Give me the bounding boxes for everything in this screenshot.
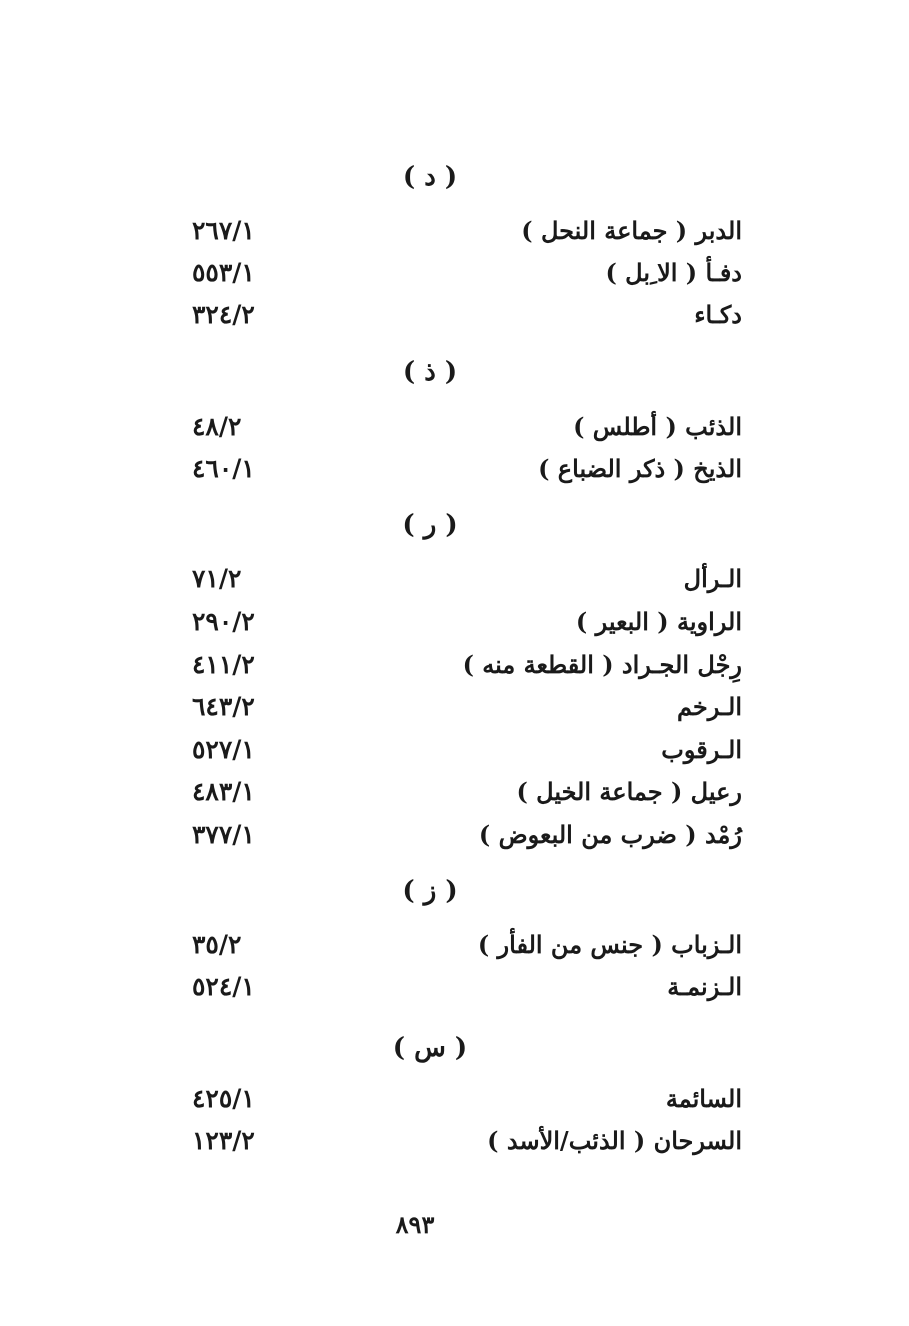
list-item <box>180 602 742 642</box>
section-heading-dal: ( د ) <box>402 162 458 192</box>
entry-reference: ٣٧٧/١ <box>192 820 255 849</box>
entry-reference: ٧١/٢ <box>192 564 242 593</box>
list-item <box>180 687 742 727</box>
list-item <box>180 253 742 293</box>
entry-reference: ٥٢٧/١ <box>192 735 255 764</box>
entry-reference: ٥٢٤/١ <box>192 972 255 1001</box>
entry-term: دفـأ ( الا ِبل ) <box>605 258 742 287</box>
section-heading-ra: ( ر ) <box>402 510 458 540</box>
entry-reference: ٤٨٣/١ <box>192 777 255 806</box>
entry-term: الـزباب ( جنس من الفأر ) <box>477 930 742 959</box>
list-item <box>180 730 742 770</box>
entry-reference: ٤٨/٢ <box>192 412 242 441</box>
list-item <box>180 211 742 251</box>
entry-term: دكـاء <box>694 300 742 329</box>
entry-reference: ٢٦٧/١ <box>192 216 255 245</box>
entry-term: الـزنمـة <box>667 972 742 1001</box>
entry-reference: ٤١١/٢ <box>192 650 255 679</box>
entry-term: الذيخ ( ذكر الضباع ) <box>538 454 742 483</box>
entry-term: الـرأل <box>683 564 742 593</box>
entry-term: الـرخم <box>676 692 742 721</box>
list-item <box>180 1121 742 1161</box>
entry-term: رِجْل الجـراد ( القطعة منه ) <box>462 650 742 679</box>
entry-reference: ٤٦٠/١ <box>192 454 255 483</box>
list-item <box>180 449 742 489</box>
list-item <box>180 645 742 685</box>
entry-term: رُمْد ( ضرب من البعوض ) <box>478 820 742 849</box>
entry-term: الذئب ( أطلس ) <box>573 412 742 441</box>
entry-term: رعيل ( جماعة الخيل ) <box>516 777 742 806</box>
list-item <box>180 772 742 812</box>
entry-term: الـرقوب <box>661 735 742 764</box>
entry-term: الدبر ( جماعة النحل ) <box>521 216 742 245</box>
list-item <box>180 407 742 447</box>
page-number: ٨٩٣ <box>395 1210 435 1239</box>
list-item <box>180 295 742 335</box>
entry-reference: ١٢٣/٢ <box>192 1126 255 1155</box>
list-item <box>180 815 742 855</box>
entry-term: الراوية ( البعير ) <box>575 607 742 636</box>
entry-reference: ٦٤٣/٢ <box>192 692 255 721</box>
section-heading-dhal: ( ذ ) <box>402 357 458 387</box>
entry-reference: ٣٢٤/٢ <box>192 300 255 329</box>
entry-term: السائمة <box>665 1084 742 1113</box>
entry-term: السرحان ( الذئب/الأسد ) <box>487 1126 742 1155</box>
section-heading-sin: ( س ) <box>392 1033 468 1063</box>
list-item <box>180 967 742 1007</box>
list-item <box>180 559 742 599</box>
entry-reference: ٢٩٠/٢ <box>192 607 255 636</box>
list-item <box>180 1079 742 1119</box>
entry-reference: ٥٥٣/١ <box>192 258 255 287</box>
entry-reference: ٤٢٥/١ <box>192 1084 255 1113</box>
section-heading-zay: ( ز ) <box>402 876 458 906</box>
entry-reference: ٣٥/٢ <box>192 930 242 959</box>
list-item <box>180 925 742 965</box>
